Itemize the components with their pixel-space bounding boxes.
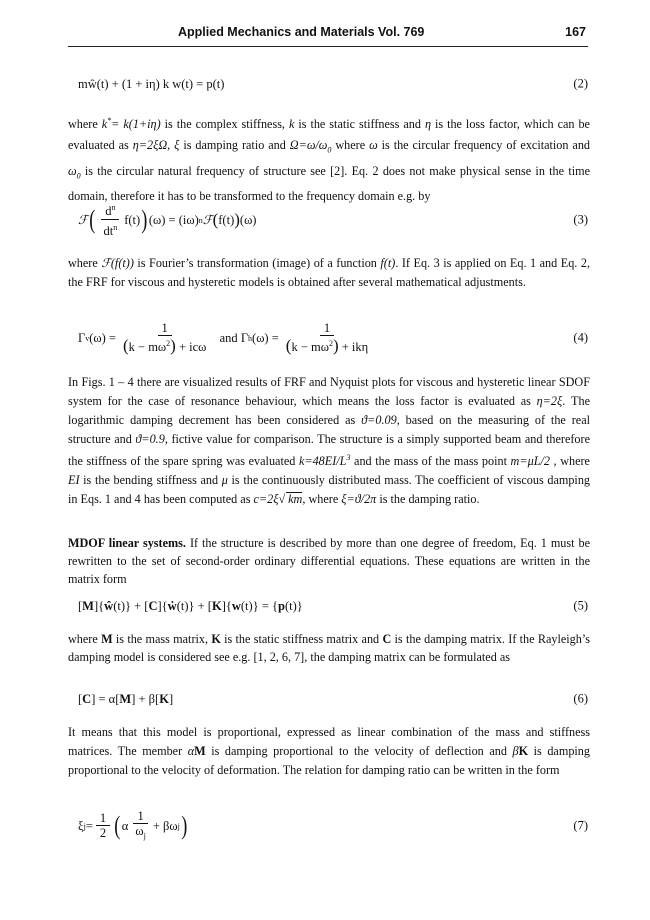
- equation-6-number: (6): [573, 691, 588, 706]
- equation-7-number: (7): [573, 818, 588, 833]
- equation-2-number: (2): [573, 76, 588, 91]
- equation-4-body: Γ v (ω) = $\frac{1}{(k - m\omega^2) + ic\omega}$ and Γ h (ω) = $\frac{1}{(k - m\omega^2) + ik\eta}$: [78, 320, 369, 356]
- paragraph-frf-nyquist: In Figs. 1 – 4 there are visualized results of FRF and Nyquist plots for viscous and hysteretic linear SDOF system for the case of resonance behaviour, which means the loss factor is evaluated as η=2ξ. The logarithmic damping decrement has been considered as ϑ=0.09, based on the measuring of the real structure and ϑ=0.9, fictive value for comparison. The structure is a simply supported beam and therefore the stiffness of the spare spring was evaluated $k=48EI/L^3$ and the mass of the mass point m=μL/2 , where EI is the bending stiffness and μ is the continuously distributed mass. The coefficient of viscous damping in Eqs. 1 and 4 has been computed as c=2ξ√ km, where ξ=ϑ/2π is the damping ratio.: [68, 375, 591, 506]
- equation-3-number: (3): [573, 212, 588, 227]
- paragraph-matrices: where M is the mass matrix, K is the static stiffness matrix and C is the damping matrix. If the Rayleigh’s damping model is considered see e.g. [1, 2, 6, 7], the damping matrix can be formulated as: [68, 632, 590, 664]
- equation-4-number: (4): [573, 330, 588, 345]
- equation-2: [68, 66, 590, 102]
- paragraph-mdof: MDOF linear systems. If the structure is described by more than one degree of freedom, Eq. 1 must be rewritten to the set of second-order ordinary differential equations. These equations are written in the matrix form: [68, 536, 590, 586]
- equation-2-body: mŵ(t) + (1 + iη) k w(t) = p(t): [78, 76, 225, 91]
- equation-7-body: ξ j = $\frac{1}{2}$ ( α $\frac{1}{\omega_j}$ + βω j ): [78, 808, 188, 841]
- equation-3: [68, 198, 590, 242]
- paragraph-fourier: where ℱ(f(t)) is Fourier’s transformation (image) of a function f(t). If Eq. 3 is applied on Eq. 1 and Eq. 2, the FRF for viscous and hysteretic models is obtained after several mathematical adjustments.: [68, 256, 590, 289]
- page-header: [68, 22, 588, 47]
- equation-7: [68, 803, 590, 849]
- paragraph-proportional: It means that this model is proportional, expressed as linear combination of the mass and stiffness matrices. The member αM is damping proportional to the velocity of deflection and βK is damping proportional to the velocity of deformation. The relation for damping ratio can be written in the form: [68, 725, 590, 777]
- equation-3-body: ℱ ( $\frac{d^n}{dt^n}$ f(t) ) (ω) = (iω) n ℱ ( f(t) ) (ω): [78, 203, 257, 238]
- equation-4: [68, 316, 590, 360]
- journal-title: Applied Mechanics and Materials Vol. 769: [178, 25, 425, 39]
- equation-5: [68, 590, 590, 622]
- paragraph-complex-stiffness: where k*= k(1+iη) is the complex stiffness, k is the static stiffness and η is the loss factor, which can be evaluated as η=2ξΩ, ξ is damping ratio and $\Omega=\omega/\omega_0$ where ω is the circular frequency of excitation and $\omega_0$ is the circular natural frequency of structure see [2]. Eq. 2 does not make physical sense in the time domain, therefore it has to be transformed to the frequency domain e.g. by: [68, 116, 591, 203]
- page-number: 167: [565, 25, 586, 39]
- equation-5-number: (5): [573, 598, 588, 613]
- equation-6: [68, 683, 590, 715]
- equation-5-body: [ M ]{ ŵ (t)} + [ C ]{ ẇ (t)} + [ K ]{ w (t)} = { p (t)}: [78, 598, 303, 613]
- mdof-heading: MDOF linear systems.: [68, 536, 186, 550]
- equation-6-body: [ C ] = α[ M ] + β[ K ]: [78, 691, 174, 706]
